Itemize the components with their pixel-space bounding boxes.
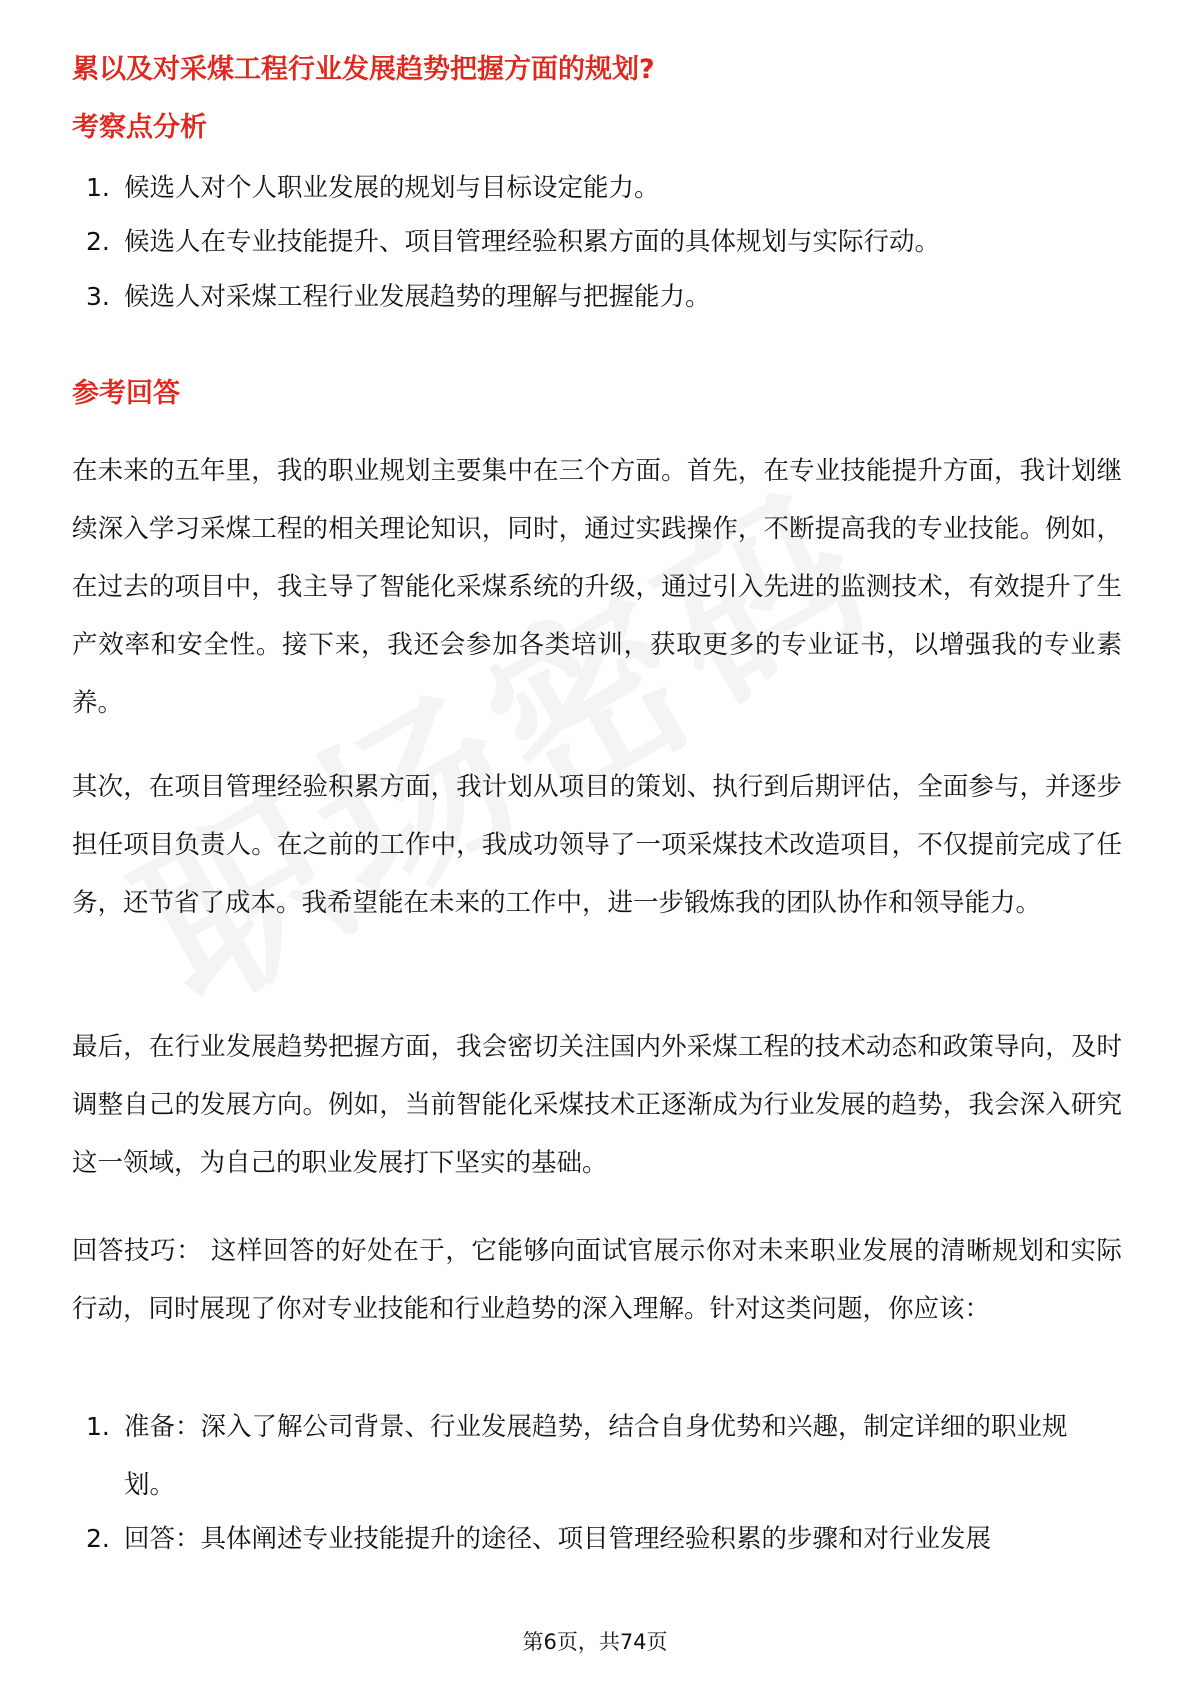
- answer-paragraph: 最后，在行业发展趋势把握方面，我会密切关注国内外采煤工程的技术动态和政策导向，及时调整自己的发展方向。例如，当前智能化采煤技术正逐渐成为行业发展的趋势，我会深入研究这一领域，为自己的职业发展打下坚实的基础。: [72, 1032, 1122, 1178]
- list-item-number: 1.: [86, 173, 110, 202]
- list-item-text: 候选人对个人职业发展的规划与目标设定能力。: [124, 173, 660, 203]
- answer-paragraph: 在未来的五年里，我的职业规划主要集中在三个方面。首先，在专业技能提升方面，我计划继续深入学习采煤工程的相关理论知识，同时，通过实践操作，不断提高我的专业技能。例如，在过去的项目中，我主导了智能化采煤系统的升级，通过引入先进的监测技术，有效提升了生产效率和安全性。接下来，我还会参加各类培训，获取更多的专业证书，以增强我的专业素养。: [72, 456, 1122, 718]
- list-item-text: 候选人对采煤工程行业发展趋势的理解与把握能力。: [124, 282, 711, 312]
- answer-tips-paragraph: 回答技巧： 这样回答的好处在于，它能够向面试官展示你对未来职业发展的清晰规划和实际行动，同时展现了你对专业技能和行业趋势的深入理解。针对这类问题，你应该：: [72, 1236, 1122, 1324]
- list-item-number: 1.: [86, 1412, 110, 1441]
- page-number: 第6页，共74页: [522, 1630, 668, 1654]
- list-item-number: 2.: [86, 227, 110, 256]
- question-title: 累以及对采煤工程行业发展趋势把握方面的规划?: [72, 54, 655, 85]
- list-item-number: 2.: [86, 1524, 110, 1553]
- list-item-text: 回答：具体阐述专业技能提升的途径、项目管理经验积累的步骤和对行业发展: [124, 1524, 992, 1554]
- list-item-text: 准备：深入了解公司背景、行业发展趋势，结合自身优势和兴趣，制定详细的职业规划。: [124, 1412, 1068, 1500]
- list-item-text: 候选人在专业技能提升、项目管理经验积累方面的具体规划与实际行动。: [124, 227, 941, 257]
- analysis-heading: 考察点分析: [72, 112, 207, 143]
- answer-paragraph: 其次，在项目管理经验积累方面，我计划从项目的策划、执行到后期评估，全面参与，并逐步担任项目负责人。在之前的工作中，我成功领导了一项采煤技术改造项目，不仅提前完成了任务，还节省了成本。我希望能在未来的工作中，进一步锻炼我的团队协作和领导能力。: [72, 772, 1122, 918]
- list-item-number: 3.: [86, 282, 110, 311]
- answer-heading: 参考回答: [72, 378, 180, 409]
